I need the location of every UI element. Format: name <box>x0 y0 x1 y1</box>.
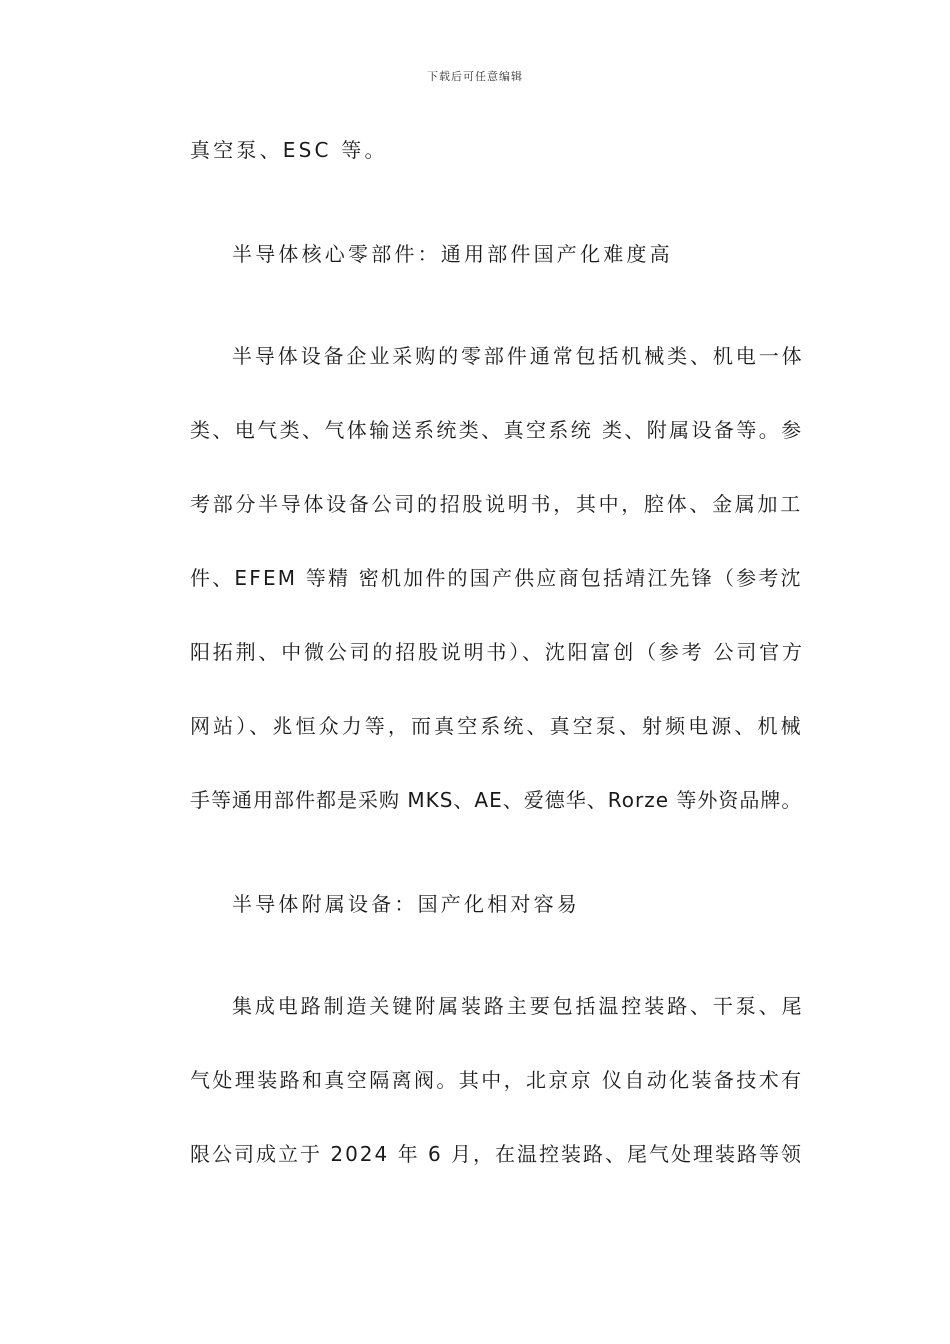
text-line: 阳拓荆、中微公司的招股说明书）、沈阳富创（参考 公司官方 <box>190 640 805 664</box>
text-line: 集成电路制造关键附属装路主要包括温控装路、干泵、尾 <box>232 994 805 1018</box>
page-header: 下载后可任意编辑 <box>427 70 523 83</box>
text-line: 考部分半导体设备公司的招股说明书，其中，腔体、金属加工 <box>190 492 803 516</box>
text-line: 气处理装路和真空隔离阀。其中，北京京 仪自动化装备技术有 <box>190 1068 804 1092</box>
text-line: 件、EFEM 等精 密机加件的国产供应商包括靖江先锋（参考沈 <box>190 566 803 590</box>
text-line: 网站）、兆恒众力等，而真空系统、真空泵、射频电源、机械 <box>190 714 804 738</box>
text-line: 半导体设备企业采购的零部件通常包括机械类、机电一体 <box>232 344 805 368</box>
text-line: 限公司成立于 2024 年 6 月，在温控装路、尾气处理装路等领 <box>190 1142 804 1166</box>
text-line: 真空泵、ESC 等。 <box>190 138 388 162</box>
text-line: 类、电气类、气体输送系统类、真空系统 类、附属设备等。参 <box>190 418 804 442</box>
text-line: 手等通用部件都是采购 MKS、AE、爱德华、Rorze 等外资品牌。 <box>190 788 803 812</box>
section-heading: 半导体核心零部件：通用部件国产化难度高 <box>232 242 673 266</box>
section-heading: 半导体附属设备：国产化相对容易 <box>232 892 580 916</box>
